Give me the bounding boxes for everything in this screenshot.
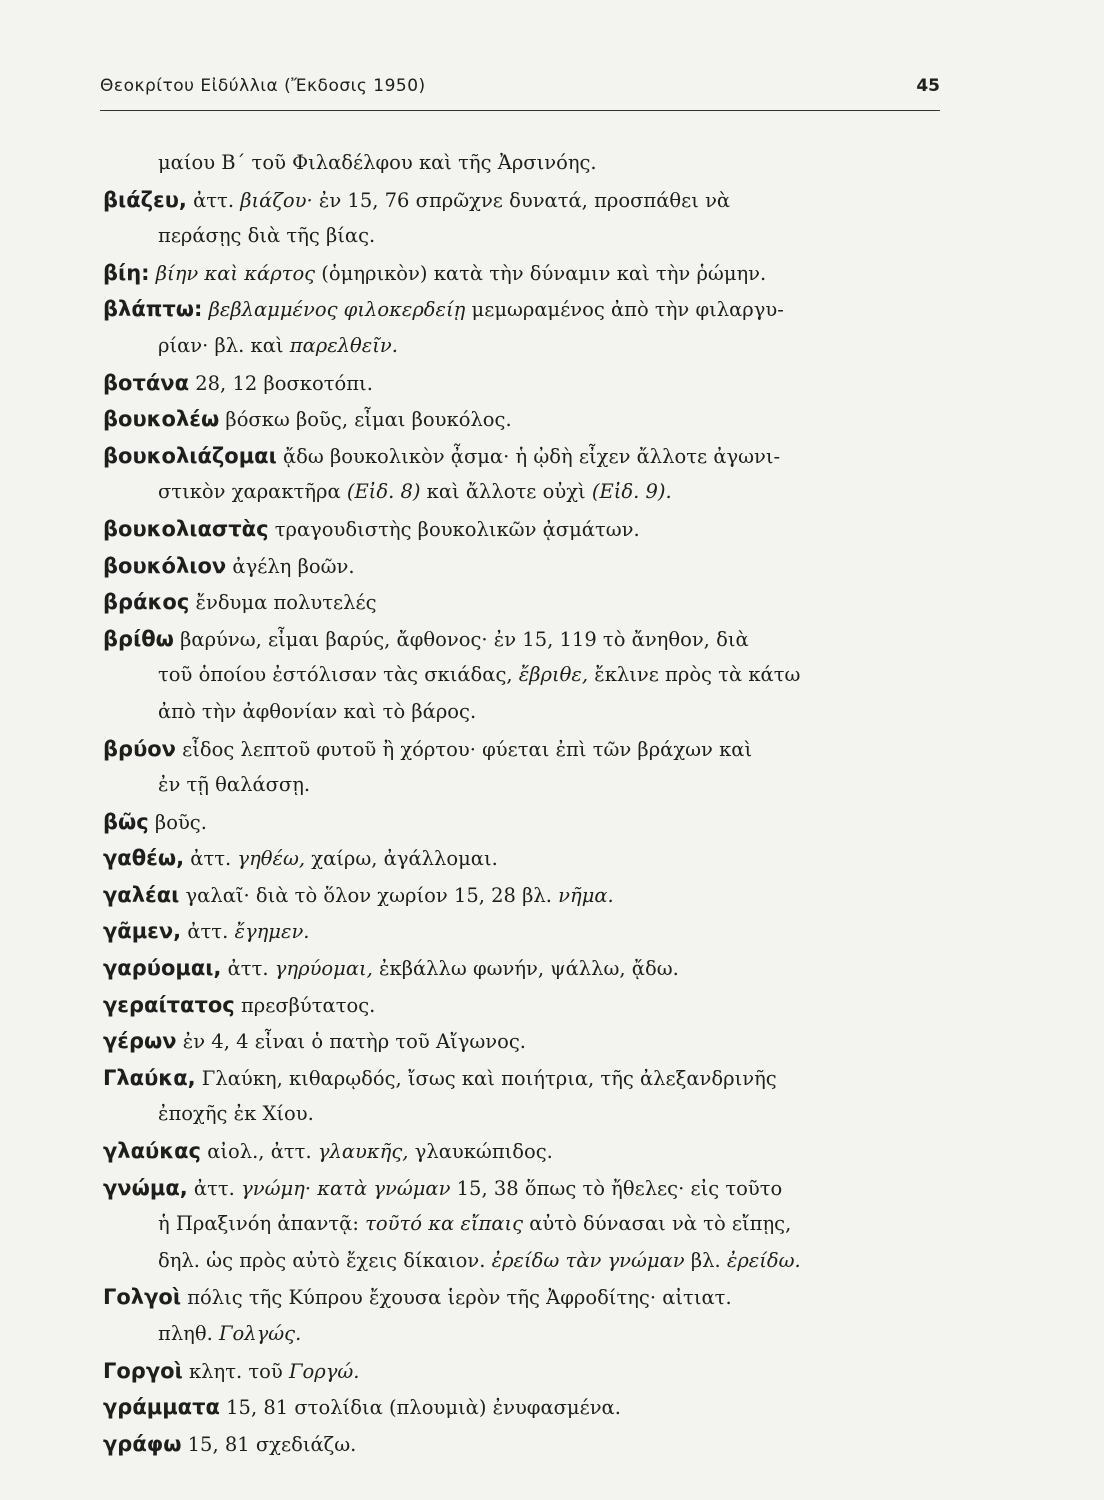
entry-continuation-line xyxy=(103,328,937,365)
entry-headword: γᾶμεν, xyxy=(103,919,182,944)
entry-text: κλητ. τοῦ xyxy=(182,1359,289,1383)
entry-line xyxy=(103,365,937,402)
entry-text: 15, 81 σχεδιάζω. xyxy=(181,1432,357,1456)
entry-text: ἐν τῇ θαλάσσῃ. xyxy=(158,773,311,797)
entry-text: στικὸν χαρακτῆρα xyxy=(158,480,347,504)
entry-line xyxy=(103,1170,937,1207)
entry-headword: βρίθω xyxy=(103,626,174,651)
entry-headword: βρύον xyxy=(103,736,176,761)
entry-text: εἶδος λεπτοῦ φυτοῦ ἢ χόρτου· φύεται ἐπὶ τῶν βράχων καὶ xyxy=(175,737,753,761)
entry-text: ρίαν· βλ. καὶ xyxy=(158,333,290,357)
entry-text: ἡ Πραξινόη ἀπαντᾷ: xyxy=(158,1212,366,1236)
entry-headword: γνώμα, xyxy=(103,1175,188,1200)
entry-line xyxy=(103,840,937,877)
entry-text: αἰολ., ἀττ. xyxy=(201,1140,318,1164)
entry-continuation-line xyxy=(103,657,937,694)
entry-headword: γαθέω, xyxy=(103,846,185,871)
entry-text: ἀττ. xyxy=(187,1176,242,1200)
entry-text: 15, 38 ὅπως τὸ ἤθελες· εἰς τοῦτο xyxy=(450,1176,783,1200)
entry-line xyxy=(103,291,937,328)
entry-text: τοῦ ὁποίου ἐστόλισαν τὰς σκιάδας, xyxy=(158,663,519,687)
entry-text: ᾄδω βουκολικὸν ᾆσμα· ἡ ᾠδὴ εἶχεν ἄλλοτε ἀγωνι- xyxy=(276,444,781,468)
entry-headword: γέρων xyxy=(103,1029,177,1054)
entry-headword: βιάζευ, xyxy=(103,187,187,212)
entry-headword: Γοργοὶ xyxy=(103,1358,183,1383)
entry-line xyxy=(103,401,937,438)
entry-text: ἀγέλη βοῶν. xyxy=(226,554,355,578)
entry-headword: βῶς xyxy=(103,809,149,834)
italic-citation: Γοργώ. xyxy=(288,1359,360,1383)
italic-citation: βίην καὶ κάρτος xyxy=(155,261,316,285)
entry-continuation-line xyxy=(103,1243,937,1280)
italic-citation: βιάζου· xyxy=(240,188,313,212)
entry-line xyxy=(103,950,937,987)
entry-line xyxy=(103,877,937,914)
entry-text: ἀττ. xyxy=(186,188,241,212)
entry-text: ἐποχῆς ἐκ Χίου. xyxy=(158,1102,314,1126)
header-rule xyxy=(100,110,940,111)
entry-line xyxy=(103,1389,937,1426)
italic-citation: γηθέω, xyxy=(237,847,306,871)
running-header xyxy=(100,76,940,106)
entry-text: βλ. xyxy=(684,1248,727,1272)
entry-text: ἀπὸ τὴν ἀφθονίαν καὶ τὸ βάρος. xyxy=(158,699,477,723)
entry-text: μαίου Β΄ τοῦ Φιλαδέλφου καὶ τῆς Ἀρσινόης. xyxy=(158,151,597,174)
entry-headword: βουκολέω xyxy=(103,407,220,432)
italic-citation: τοῦτό κα εἴπαις xyxy=(365,1212,524,1236)
entry-text: ἐν 4, 4 εἶναι ὁ πατὴρ τοῦ Αἴγωνος. xyxy=(176,1030,526,1054)
entry-continuation-line xyxy=(103,218,937,255)
entry-headword: γαλέαι xyxy=(103,882,180,907)
entry-text: ἀττ. xyxy=(184,847,238,871)
entry-headword: Γλαύκα, xyxy=(103,1065,196,1090)
italic-citation: (Εἰδ. 9). xyxy=(591,480,672,504)
entry-headword: γεραίτατος xyxy=(103,992,235,1017)
entry-text: αὐτὸ δύνασαι νὰ τὸ εἴπῃς, xyxy=(523,1212,792,1236)
entry-text: γλαυκώπιδος. xyxy=(408,1140,553,1164)
entry-text: μεμωραμένος ἀπὸ τὴν φιλαργυ- xyxy=(465,298,784,322)
entry-headword: βουκόλιον xyxy=(103,553,227,578)
italic-citation: Γολγώς. xyxy=(219,1322,302,1345)
italic-citation: γηρύομαι, xyxy=(274,957,373,981)
entry-text: 28, 12 βοσκοτόπι. xyxy=(189,371,373,395)
entry-continuation-line xyxy=(103,474,937,511)
entry-line xyxy=(103,913,937,950)
italic-citation: βεβλαμμένος φιλοκερδείῃ xyxy=(208,298,466,322)
entry-line xyxy=(103,511,937,548)
entry-text: τραγουδιστὴς βουκολικῶν ᾀσμάτων. xyxy=(268,517,640,541)
italic-citation: (Εἰδ. 8) xyxy=(346,480,421,504)
entry-line xyxy=(103,548,937,585)
entry-line xyxy=(103,621,937,658)
entry-line xyxy=(103,255,937,292)
entry-line xyxy=(103,1426,937,1463)
italic-citation: ἐρείδω. xyxy=(726,1248,801,1272)
entry-text: Γλαύκη, κιθαρῳδός, ἴσως καὶ ποιήτρια, τῆς ἀλεξανδρινῆς xyxy=(195,1066,777,1090)
entry-headword: βίη: xyxy=(103,260,150,285)
entry-headword: βουκολιαστὰς xyxy=(103,516,269,541)
entry-text: ἔνδυμα πολυτελές xyxy=(189,591,377,615)
entry-line xyxy=(103,1023,937,1060)
italic-citation: ἐρείδω τὰν γνώμαν xyxy=(491,1248,685,1272)
entry-text: (ὁμηρικὸν) κατὰ τὴν δύναμιν καὶ τὴν ῥώμην. xyxy=(315,261,767,285)
entry-headword: γλαύκας xyxy=(103,1139,201,1164)
entry-text: βόσκω βοῦς, εἶμαι βουκόλος. xyxy=(219,408,512,432)
entry-headword: γράμματα xyxy=(103,1395,220,1420)
entry-headword: βράκος xyxy=(103,590,190,615)
entry-text: ἀττ. xyxy=(181,920,235,944)
entry-text: ἐκβάλλω φωνήν, ψάλλω, ᾄδω. xyxy=(372,957,679,981)
entry-headword: Γολγοὶ xyxy=(103,1285,182,1310)
italic-citation: ἔγημεν. xyxy=(234,920,310,944)
entry-text: βαρύνω, εἶμαι βαρύς, ἄφθονος· ἐν 15, 119 τὸ ἄνηθον, διὰ xyxy=(173,627,749,651)
entry-text: πληθ. xyxy=(158,1322,219,1345)
entry-line xyxy=(103,182,937,219)
italic-citation: παρελθεῖν. xyxy=(289,333,398,357)
entry-line xyxy=(103,1133,937,1170)
entry-text: πόλις τῆς Κύπρου ἔχουσα ἱερὸν τῆς Ἀφροδίτης· αἰτιατ. xyxy=(181,1286,732,1310)
entry-continuation-line xyxy=(103,1206,937,1243)
entry-continuation-line xyxy=(103,767,937,804)
entry-line xyxy=(103,438,937,475)
entry-headword: βλάπτω: xyxy=(103,297,203,322)
entry-text: ἀττ. xyxy=(221,957,275,981)
italic-citation: νῆμα. xyxy=(558,883,614,907)
entry-line xyxy=(103,584,937,621)
entry-headword: γαρύομαι, xyxy=(103,956,222,981)
entry-headword: βουκολιάζομαι xyxy=(103,443,277,468)
entry-headword: γράφω xyxy=(103,1431,182,1456)
italic-citation: γλαυκῆς, xyxy=(317,1140,409,1164)
entry-line xyxy=(103,804,937,841)
entry-headword: βοτάνα xyxy=(103,370,190,395)
entry-continuation-line xyxy=(103,694,937,731)
entry-text: δηλ. ὡς πρὸς αὐτὸ ἔχεις δίκαιον. xyxy=(158,1248,492,1272)
glossary-entries xyxy=(103,145,937,1462)
entry-text: βοῦς. xyxy=(148,810,207,834)
entry-text: πρεσβύτατος. xyxy=(234,993,376,1017)
entry-line xyxy=(103,731,937,768)
entry-text: χαίρω, ἀγάλλομαι. xyxy=(305,847,498,871)
entry-line xyxy=(103,1060,937,1097)
entry-continuation-line xyxy=(103,1316,937,1353)
entry-text: γαλαῖ· διὰ τὸ ὅλον χωρίον 15, 28 βλ. xyxy=(179,883,559,907)
page-number: 45 xyxy=(916,76,940,96)
header-title: Θεοκρίτου Εἰδύλλια (Ἔκδοσις 1950) xyxy=(100,76,426,96)
entry-line xyxy=(103,1279,937,1316)
entry-text: καὶ ἄλλοτε οὐχὶ xyxy=(420,480,592,504)
entry-text: ἐν 15, 76 σπρῶχνε δυνατά, προσπάθει νὰ xyxy=(312,188,731,212)
entry-text: περάσῃς διὰ τῆς βίας. xyxy=(158,224,376,248)
entry-continuation-line xyxy=(103,145,937,182)
entry-text: 15, 81 στολίδια (πλουμιὰ) ἐνυφασμένα. xyxy=(219,1396,621,1420)
entry-continuation-line xyxy=(103,1096,937,1133)
entry-text: ἔκλινε πρὸς τὰ κάτω xyxy=(588,663,801,687)
italic-citation: ἔβριθε, xyxy=(518,663,589,687)
entry-line xyxy=(103,1353,937,1390)
italic-citation: γνώμη· κατὰ γνώμαν xyxy=(241,1176,451,1200)
entry-line xyxy=(103,987,937,1024)
